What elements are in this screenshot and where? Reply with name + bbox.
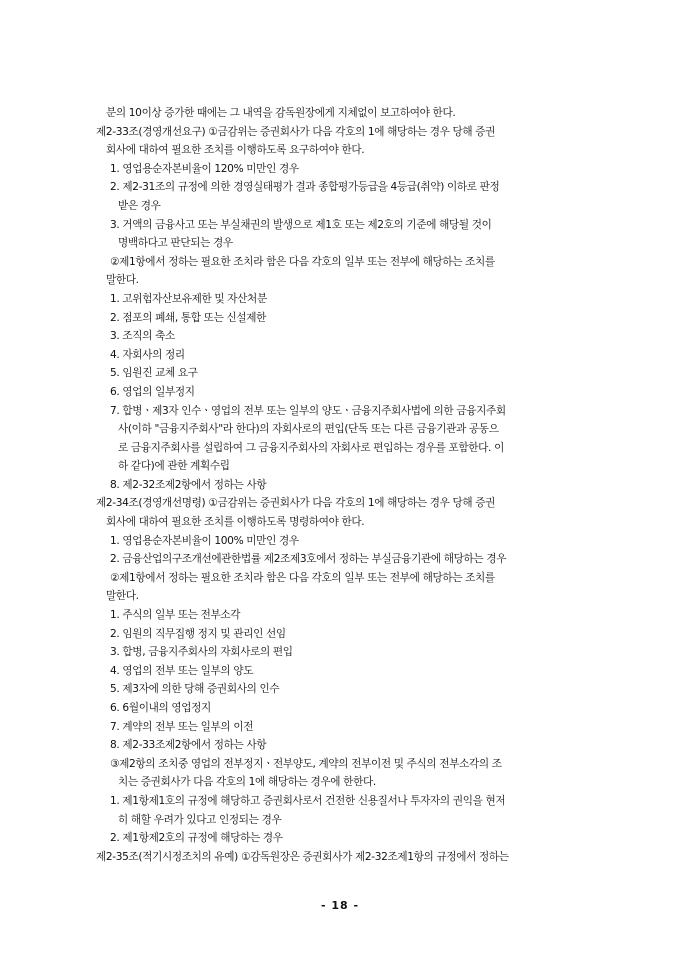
text-line: 6. 영업의 일부정지	[110, 385, 195, 398]
text-line: 제2-35조(적기시정조치의 유예) ①감독원장은 증권회사가 제2-32조제1항의 규정에서 정하는	[96, 850, 509, 863]
text-line: 제2-34조(경영개선명령) ①금감위는 증권회사가 다음 각호의 1에 해당하는 경우 당해 증권	[96, 497, 496, 510]
text-line: ②제1항에서 정하는 필요한 조치라 함은 다음 각호의 일부 또는 전부에 해당하는 조치를	[110, 255, 495, 268]
text-line: 명백하다고 판단되는 경우	[118, 237, 233, 250]
text-line: 3. 거액의 금융사고 또는 부실채권의 발생으로 제1호 또는 제2호의 기준에 해당될 것이	[110, 218, 492, 231]
text-line: ③제2항의 조치중 영업의 전부정지ㆍ전부양도, 계약의 전부이전 및 주식의 전부소각의 조	[110, 757, 502, 770]
text-line: 분의 10이상 증가한 때에는 그 내역을 감독원장에게 지체없이 보고하여야 한다.	[106, 107, 456, 119]
text-line: 받은 경우	[118, 199, 161, 212]
text-line: 1. 주식의 일부 또는 전부소각	[110, 609, 241, 622]
text-line: 제2-33조(경영개선요구) ①금감위는 증권회사가 다음 각호의 1에 해당하는 경우 당해 증권	[96, 125, 496, 138]
text-line: 4. 영업의 전부 또는 일부의 양도	[110, 664, 254, 677]
text-line: 2. 제1항제2호의 규정에 해당하는 경우	[110, 832, 283, 845]
text-line: 7. 계약의 전부 또는 일부의 이전	[110, 720, 254, 733]
text-line: 1. 영업용순자본비율이 120% 미만인 경우	[110, 162, 299, 175]
text-line: 로 금융지주회사를 설립하여 그 금융지주회사의 자회사로 편입하는 경우를 포함한다. 이	[118, 441, 504, 454]
text-line: 3. 조직의 축소	[110, 330, 175, 343]
text-line: 4. 자회사의 정리	[110, 348, 185, 361]
text-line: ②제1항에서 정하는 필요한 조치라 함은 다음 각호의 일부 또는 전부에 해당하는 조치를	[110, 571, 495, 584]
text-line: 1. 제1항제1호의 규정에 해당하고 증권회사로서 건전한 신용질서나 투자자의 권익을 현저	[110, 794, 506, 807]
text-line: 1. 영업용순자본비율이 100% 미만인 경우	[110, 534, 299, 547]
text-line: 2. 임원의 직무집행 정지 및 관리인 선임	[110, 627, 286, 640]
text-line: 3. 합병, 금융지주회사의 자회사로의 편입	[110, 646, 293, 659]
text-line: 치는 증권회사가 다음 각호의 1에 해당하는 경우에 한한다.	[118, 776, 376, 789]
text-line: 7. 합병ㆍ제3자 인수ㆍ영업의 전부 또는 일부의 양도ㆍ금융지주회사법에 의한 금융지주회	[110, 404, 506, 417]
text-line: 1. 고위험자산보유제한 및 자산처분	[110, 292, 267, 305]
text-line: 2. 제2-31조의 규정에 의한 경영실태평가 결과 종합평가등급을 4등급(취약) 이하로 판정	[110, 181, 500, 194]
text-line: 5. 임원진 교체 요구	[110, 367, 198, 380]
text-line: 2. 점포의 폐쇄, 통합 또는 신설제한	[110, 311, 266, 324]
text-line: 사(이하 "금융지주회사"라 한다)의 자회사로의 편입(단독 또는 다른 금융기관과 공동으	[118, 423, 499, 436]
text-line: 말한다.	[106, 274, 139, 287]
text-line: 회사에 대하여 필요한 조치를 이행하도록 명령하여야 한다.	[106, 516, 365, 529]
text-line: 8. 제2-33조제2항에서 정하는 사항	[110, 739, 267, 752]
text-line: 5. 제3자에 의한 당해 증권회사의 인수	[110, 683, 280, 696]
text-line: 하 같다)에 관한 계획수립	[118, 460, 230, 473]
document-body	[96, 104, 586, 866]
text-line: 히 해할 우려가 있다고 인정되는 경우	[118, 813, 282, 826]
text-line: 2. 금융산업의구조개선에관한법률 제2조제3호에서 정하는 부실금융기관에 해당하는 경우	[110, 553, 507, 566]
text-line: 회사에 대하여 필요한 조치를 이행하도록 요구하여야 한다.	[106, 144, 365, 157]
text-line: 말한다.	[106, 590, 139, 603]
text-line: 6. 6월이내의 영업정지	[110, 702, 211, 714]
text-line: 8. 제2-32조제2항에서 정하는 사항	[110, 478, 267, 491]
page-number: - 18 -	[320, 899, 360, 912]
